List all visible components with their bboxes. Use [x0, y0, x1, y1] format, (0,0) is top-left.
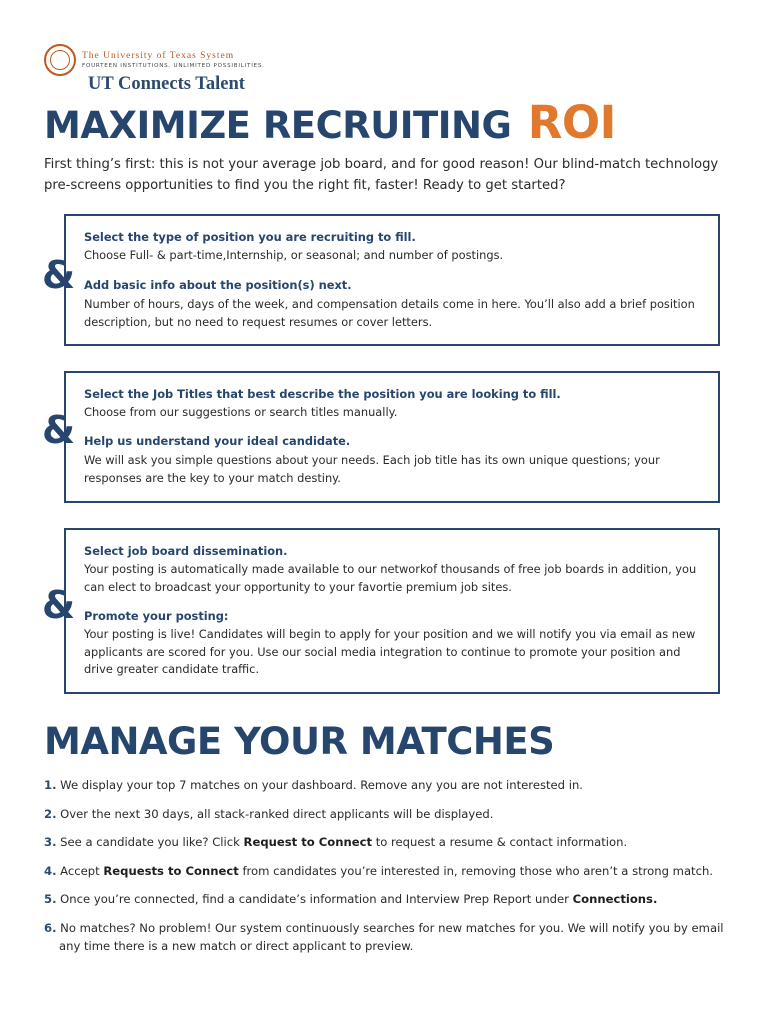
list-item [44, 777, 734, 795]
step-2a-desc: Choose from our suggestions or search titles manually. [84, 405, 398, 419]
list-text-continued: any time there is a new match or direct applicant to preview. [59, 938, 414, 953]
ampersand-icon: & [42, 408, 76, 452]
list-text: from candidates you’re interested in, removing those who aren’t a strong match. [238, 864, 714, 878]
list-item [44, 891, 734, 909]
step-1b-desc: Number of hours, days of the week, and compensation details come in here. You’ll also add a brief position description, but no need to request resumes or cover letters. [84, 297, 695, 329]
list-text: Once you’re connected, find a candidate’s information and Interview Prep Report under [60, 892, 573, 906]
intro-paragraph: First thing’s first: this is not your average job board, and for good reason! Our blind-match technology pre-screens opportunities to find you the right fit, faster! Ready to get started? [44, 157, 719, 193]
step-2b-title: Help us understand your ideal candidate. [84, 434, 351, 448]
step-3b-desc: Your posting is live! Candidates will begin to apply for your position and we will notify you via email as new applicants are scored for you. Use our social media integration to continue to promote your position and drive greater candidate traffic. [84, 627, 696, 676]
list-text: Accept [60, 864, 104, 878]
ampersand-icon: & [42, 253, 76, 297]
step-2a-title: Select the Job Titles that best describe the position you are looking to fill. [84, 387, 561, 401]
ut-system-logo [44, 44, 265, 76]
list-number: 3. [44, 835, 57, 849]
list-number: 1. [44, 778, 57, 792]
list-bold-text: Connections. [572, 892, 658, 906]
ut-seal-icon [44, 44, 76, 76]
section-heading: MANAGE YOUR MATCHES [44, 720, 555, 763]
list-item [44, 920, 734, 955]
list-number: 2. [44, 807, 57, 821]
brand-title: UT Connects Talent [88, 74, 245, 94]
list-text: We display your top 7 matches on your dashboard. Remove any you are not interested in. [60, 778, 583, 792]
list-bold-text: Request to Connect [243, 835, 373, 849]
list-number: 4. [44, 864, 57, 878]
list-text: See a candidate you like? Click [60, 835, 244, 849]
step-1a-desc: Choose Full- & part-time,Internship, or seasonal; and number of postings. [84, 248, 504, 262]
system-name: The University of Texas System [82, 50, 235, 61]
list-text: No matches? No problem! Our system continuously searches for new matches for you. We will notify you by email [60, 921, 724, 935]
list-number: 6. [44, 921, 57, 935]
list-text: Over the next 30 days, all stack-ranked direct applicants will be displayed. [60, 807, 494, 821]
headline-main: MAXIMIZE RECRUITING [44, 104, 512, 147]
step-3a-title: Select job board dissemination. [84, 544, 288, 558]
step-3a-desc: Your posting is automatically made available to our networkof thousands of free job boards in addition, you can elect to broadcast your opportunity to your favortie premium job sites. [84, 562, 697, 594]
system-tagline: FOURTEEN INSTITUTIONS. UNLIMITED POSSIBILITIES. [82, 62, 265, 69]
headline-accent: ROI [527, 96, 616, 149]
step-2b-desc: We will ask you simple questions about your needs. Each job title has its own unique questions; your responses are the key to your match destiny. [84, 453, 660, 485]
list-bold-text: Requests to Connect [103, 864, 239, 878]
list-text: to request a resume & contact information. [372, 835, 628, 849]
ampersand-icon: & [42, 583, 76, 627]
page-title [44, 96, 616, 149]
step-1b-title: Add basic info about the position(s) next. [84, 278, 352, 292]
step-1a-title: Select the type of position you are recruiting to fill. [84, 230, 416, 244]
step-3b-title: Promote your posting: [84, 609, 229, 623]
list-item [44, 863, 734, 881]
list-item [44, 834, 734, 852]
list-number: 5. [44, 892, 57, 906]
list-item [44, 806, 734, 824]
